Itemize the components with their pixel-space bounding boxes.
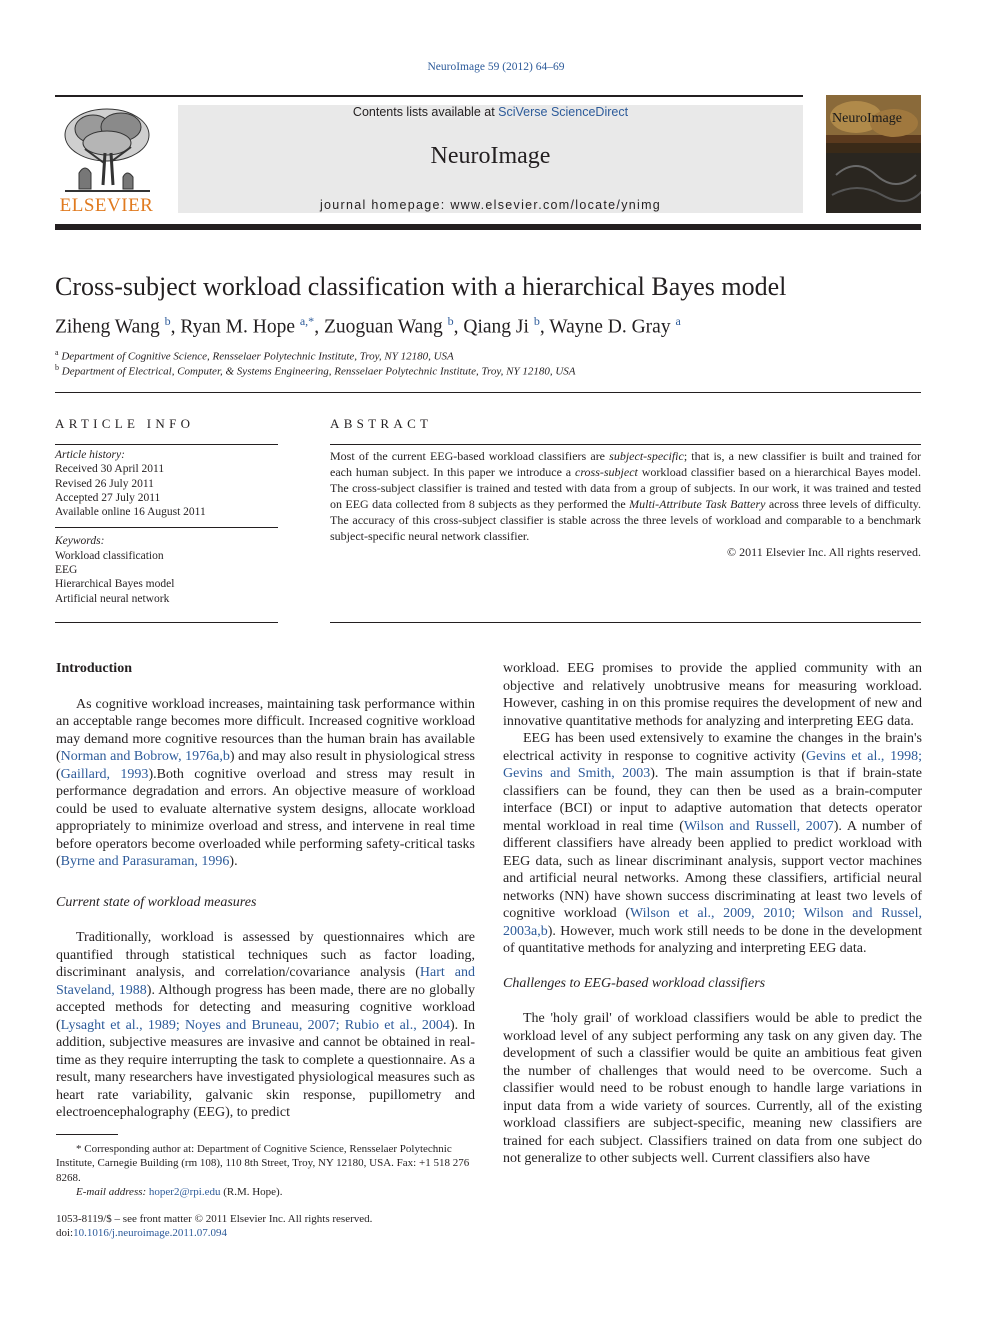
cover-title: NeuroImage [832,111,902,126]
keywords [55,528,278,613]
affiliation [55,348,454,363]
affiliation-text: Department of Electrical, Computer, & Systems Engineering, Rensselaer Polytechnic Institute, Troy, NY 12180, USA [61,365,576,378]
publisher-wordmark: ELSEVIER [59,195,154,216]
keywords-label: Keywords: [55,535,105,548]
keyword: Artificial neural network [55,592,170,605]
article-info [55,446,278,614]
citation-link[interactable]: Hart and Staveland, 1988 [56,965,475,998]
abstract-fragment: across three levels of difficulty. The accuracy of this cross-subject classifier is stable across the three levels of workload and comparable to a benchmark subject-specific neural network classifier. [330,497,922,543]
header-rule [55,224,921,230]
footnote-text: * Corresponding author at: Department of Cognitive Science, Rensselaer Polytechnic Institute, Carnegie Building (rm 108), 110 8th Street, Troy, NY 12180, USA. Fax: +1 518 276 8268. [56,1143,470,1184]
affiliation-mark: b [55,363,59,372]
affiliation-mark: a [55,348,59,357]
text-fragment: Traditionally, workload is assessed by questionnaires which are quantified through statistical techniques such as factor loading, discriminant analysis, and correlation/covariance analysis ( [56,930,475,980]
introduction-heading: Introduction [56,661,132,676]
abstract-fragment: workload classifier based on a hierarchical Bayes model. The cross-subject classifier is trained and tested with data from a group of subjects. In our work, it was trained and tested on EEG data collected from 8 subjects as they performed the [330,465,922,511]
journal-citation[interactable]: NeuroImage 59 (2012) 64–69 [427,61,565,73]
text-fragment: ). Although progress has been made, there are no globally accepted methods for detecting and measuring cognitive workload ( [56,982,475,1033]
text-fragment: EEG has been used extensively to examine the changes in the brain's electrical activity in response to cognitive activity ( [503,731,922,764]
history-accepted: Accepted 27 July 2011 [55,491,161,504]
text-fragment: ) and may also result in physiological stress ( [56,749,475,782]
journal-cover-image [826,95,921,213]
footnote-email [56,1185,475,1199]
author-name: Wayne D. Gray [549,316,671,338]
abstract-bottom-rule [330,622,921,623]
body-paragraph [503,730,922,958]
keyword: Hierarchical Bayes model [55,578,175,591]
citation-link[interactable]: Wilson et al., 2009, 2010; Wilson and Russel, 2003a,b [503,906,922,939]
abstract-body [330,448,921,560]
text-fragment: As cognitive workload increases, maintaining task performance within an acceptable range becomes more difficult. Increased cognitive workload may demand more cognitive resources than the human brain has available ( [56,696,475,764]
abstract-emphasis: cross-subject [575,465,638,479]
author-separator: , [314,316,324,338]
history-label: Article history: [55,449,125,461]
citation-link[interactable]: Norman and Bobrow, 1976a,b [60,749,230,764]
email-link[interactable]: hoper2@rpi.edu [148,1185,221,1198]
author-list [55,314,681,339]
author-name: Ryan M. Hope [180,316,295,338]
citation-link[interactable]: Gaillard, 1993 [60,766,149,782]
citation-link[interactable]: Wilson and Russell, 2007 [683,818,834,834]
author-separator: , [170,316,181,338]
text-fragment: ).Both cognitive overload and stress may result in performance degradation and errors. An objective measure of workload could be used to evaluate alternative system designs, allocate workload appropriately to minimize overload and stress, and intervene in real time before operators become overloaded while performing safety-critical tasks ( [56,766,476,869]
keyword: EEG [55,564,78,577]
author-affiliation-mark[interactable]: a,* [299,314,315,328]
author-name: Zuoguan Wang [323,316,443,338]
body-left-column [56,660,475,1122]
history-received: Received 30 April 2011 [55,463,165,476]
author-affiliation-mark[interactable]: a [675,314,681,328]
affiliation [55,363,576,378]
article-history [55,446,278,527]
front-matter [56,1212,475,1241]
article-info-heading: ARTICLE INFO [55,416,195,431]
citation-link[interactable]: Lysaght et al., 1989; Noyes and Bruneau, 2007; Rubio et al., 2004 [60,1017,450,1033]
citation-link[interactable]: Gevins et al., 1998; Gevins and Smith, 2003 [503,748,922,781]
abstract-emphasis: subject-specific [609,449,684,463]
body-paragraph [56,696,475,871]
author-affiliation-mark[interactable]: b [533,314,540,328]
affiliation-text: Department of Cognitive Science, Rensselaer Polytechnic Institute, Troy, NY 12180, USA [61,350,454,363]
paper-title: Cross-subject workload classification with a hierarchical Bayes model [55,272,787,301]
citation-link[interactable]: Byrne and Parasuraman, 1996 [60,854,230,869]
text-fragment: ). A number of different classifiers have already been applied to predict workload with EEG data, such as linear discriminant analysis, support vector machines and artificial neural networks. Among these classifiers, artificial neural networks (NN) have shown success discriminating at least two levels of cognitive workload ( [503,818,923,921]
abstract-rule [330,444,921,445]
corresponding-author-footnote [56,1142,475,1199]
history-revised: Revised 26 July 2011 [55,477,154,490]
body-paragraph: The 'holy grail' of workload classifiers would be able to predict the workload level of any subject performing any task on any given day. The development of such a classifier would be quite an ambitious feat given the number of challenges that would need to be overcome. Such a classifier would need to be robust enough to handle large variations in input data from a wide variety of sources. Currently, all of the existing workload classifiers are subject-specific, meaning new classifiers are trained for each subject. Classifiers trained on data from one subject do not generalize to other subjects well. Current classifiers also have [503,1011,922,1166]
keyword: Workload classification [55,549,164,562]
body-paragraph: workload. EEG promises to provide the applied community with an objective and relatively unobtrusive means for measuring workload. However, cashing in on this promise requires the development of new and innovative quantitative methods for analyzing and interpreting EEG data. [503,661,922,729]
sciencedirect-link[interactable]: SciVerse ScienceDirect [498,105,629,119]
doi-link[interactable]: 10.1016/j.neuroimage.2011.07.094 [73,1227,228,1240]
doi-line [56,1226,475,1240]
body-right-column [503,660,922,1168]
subsection-heading: Challenges to EEG-based workload classifiers [503,975,766,991]
doi-prefix: doi: [56,1227,74,1240]
journal-name: NeuroImage [430,143,551,169]
abstract-emphasis: Multi-Attribute Task Battery [629,497,766,511]
contents-availability [178,105,803,119]
text-fragment: ). [229,854,238,869]
text-fragment: ). The main assumption is that if brain-state classifiers can be found, they can then be used as a brain-computer interface (BCI) or input to adaptive automation that detects operator mental workload in real time ( [503,766,922,834]
text-fragment: ). In addition, subjective measures are invasive and cannot be obtained in real-time as they require interrupting the task to complete a questionnaire. As a result, many researchers have investigated physiological measures such as heart rate variability, galvanic skin response, pupillometry and electroencephalography (EEG), to predict [56,1017,475,1120]
abstract-fragment: ; that is, a new classifier is built and trained for each human subject. In this paper we introduce a [330,449,921,479]
journal-homepage[interactable]: journal homepage: www.elsevier.com/locate/ynimg [319,198,662,212]
author-affiliation-mark[interactable]: b [164,314,171,328]
copyright-line: © 2011 Elsevier Inc. All rights reserved. [727,545,921,559]
author-separator: , [453,316,464,338]
author-name: Qiang Ji [463,316,529,338]
contents-prefix: Contents lists available at [352,105,499,119]
author-affiliation-mark[interactable]: b [447,314,454,328]
footnote-rule [56,1134,118,1135]
info-bottom-rule [55,622,278,623]
subsection-heading: Current state of workload measures [56,894,257,910]
history-online: Available online 16 August 2011 [55,506,206,519]
text-fragment: ). However, much work still needs to be done in the development of quantitative methods for analyzing and interpreting EEG data. [503,923,922,956]
body-paragraph [56,929,475,1122]
title-rule [55,392,921,393]
info-rule [55,444,278,445]
abstract-text [330,448,921,544]
author-separator: , [539,316,550,338]
author-name: Ziheng Wang [55,316,160,338]
email-label: E-mail address: [76,1185,149,1198]
abstract-fragment: Most of the current EEG-based workload classifiers are [330,449,610,463]
issn-line: 1053-8119/$ – see front matter © 2011 Elsevier Inc. All rights reserved. [56,1213,373,1225]
abstract-heading: ABSTRACT [330,416,433,431]
header-top-rule [55,95,803,97]
email-suffix: (R.M. Hope). [220,1185,283,1198]
